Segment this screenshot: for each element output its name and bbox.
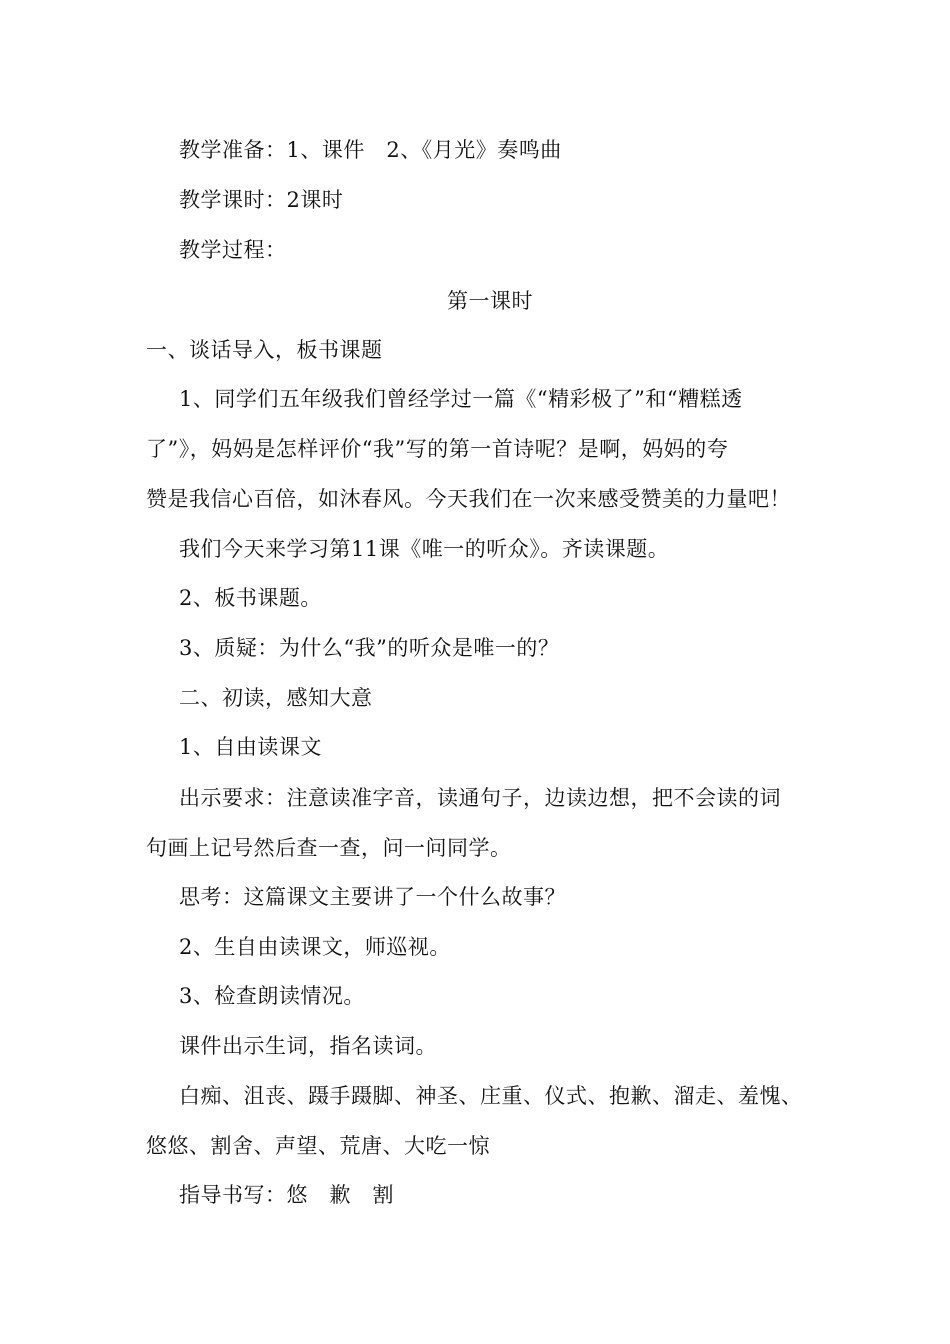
- section-heading-2: 二、初读，感知大意: [179, 686, 373, 710]
- paragraph-line: 出示要求：注意读准字音，读通句子，边读边想，把不会读的词: [179, 786, 781, 810]
- paragraph-line: 思考：这篇课文主要讲了一个什么故事？: [179, 885, 566, 909]
- teaching-process-label: 教学过程：: [179, 238, 287, 262]
- paragraph-line: 句画上记号然后查一查，问一问同学。: [146, 836, 512, 860]
- paragraph-line: 3、检查朗读情况。: [179, 984, 365, 1008]
- paragraph-line: 课件出示生词，指名读词。: [179, 1034, 437, 1058]
- teaching-hours: 教学课时：2课时: [179, 188, 344, 212]
- writing-guidance: 指导书写：悠 歉 割: [179, 1183, 394, 1207]
- vocabulary-line: 白痴、沮丧、蹑手蹑脚、神圣、庄重、仪式、抱歉、溜走、羞愧、: [179, 1084, 803, 1108]
- paragraph-line: 2、生自由读课文，师巡视。: [179, 935, 451, 959]
- lesson-heading: 第一课时: [447, 289, 533, 313]
- paragraph-line: 3、质疑：为什么“我”的听众是唯一的？: [179, 636, 560, 660]
- paragraph-line: 1、自由读课文: [179, 735, 322, 759]
- section-heading-1: 一、谈话导入，板书课题: [146, 338, 383, 362]
- paragraph-line: 赞是我信心百倍，如沐春风。今天我们在一次来感受赞美的力量吧！: [146, 487, 791, 511]
- paragraph-line: 了”》，妈妈是怎样评价“我”写的第一首诗呢？是啊，妈妈的夸: [146, 437, 729, 461]
- paragraph-line: 1、同学们五年级我们曾经学过一篇《“精彩极了”和“糟糕透: [179, 387, 743, 411]
- teaching-preparation: 教学准备：1、课件 2、《月光》奏鸣曲: [179, 138, 562, 162]
- paragraph-line: 我们今天来学习第11课《唯一的听众》。齐读课题。: [179, 537, 670, 561]
- paragraph-line: 2、板书课题。: [179, 586, 322, 610]
- vocabulary-line: 悠悠、割舍、声望、荒唐、大吃一惊: [146, 1134, 490, 1158]
